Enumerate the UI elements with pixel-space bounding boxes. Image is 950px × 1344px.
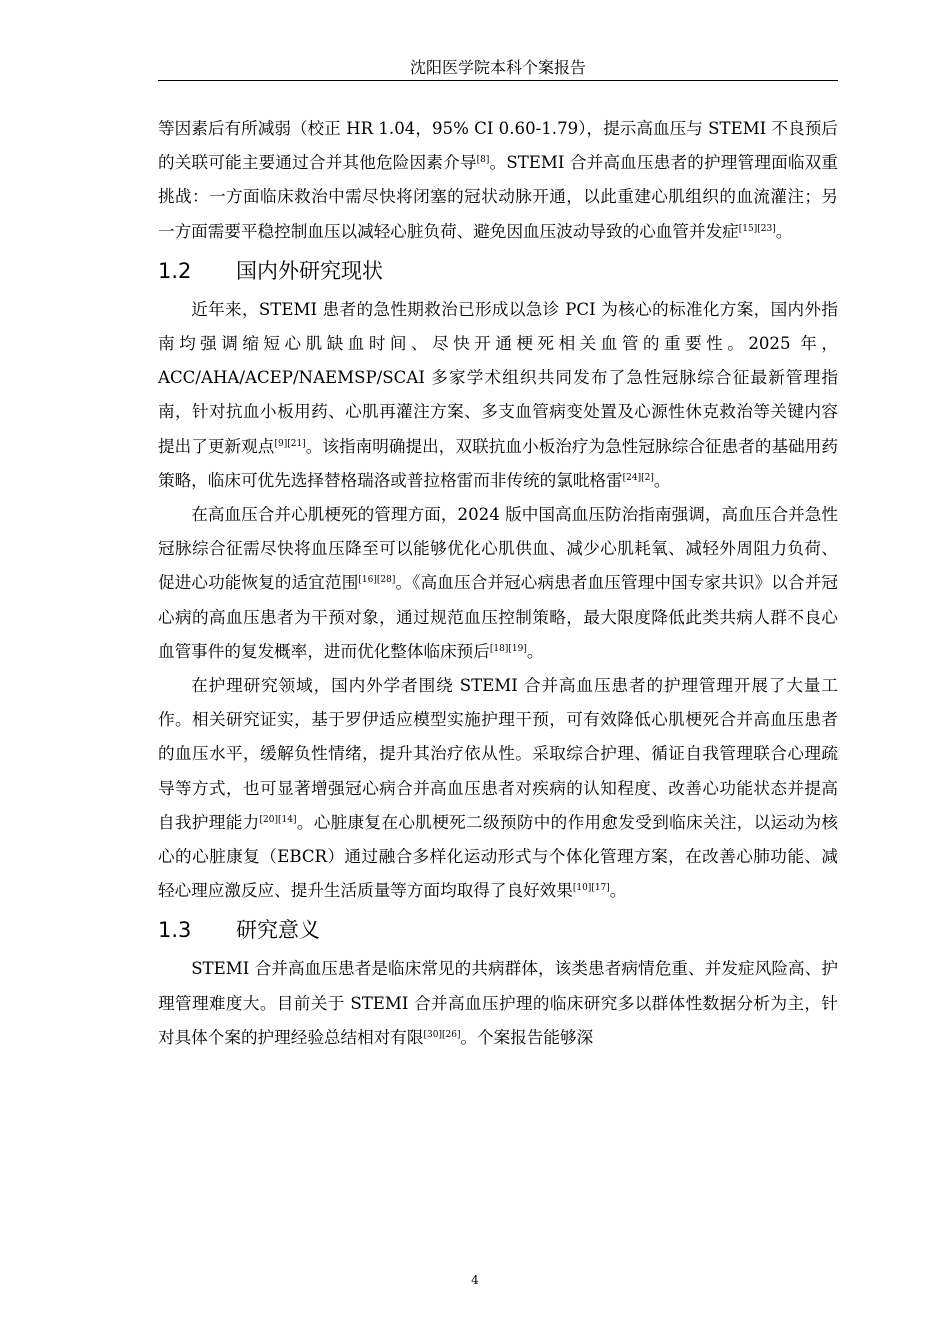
paragraph: 在护理研究领域，国内外学者围绕 STEMI 合并高血压患者的护理管理开展了大量工作。相关研究证实，基于罗伊适应模型实施护理干预，可有效降低心肌梗死合并高血压患者的血压水平，缓解负性情绪，提升其治疗依从性。采取综合护理、循证自我管理联合心理疏导等方式，也可显著增强冠心病合并高血压患者对疾病的认知程度、改善心功能状态并提高自我护理能力[20][14]。心脏康复在心肌梗死二级预防中的作用愈发受到临床关注，以运动为核心的心脏康复（EBCR）通过融合多样化运动形式与个体化管理方案，在改善心肺功能、减轻心理应激反应、提升生活质量等方面均取得了良好效果[10][17]。: [158, 676, 839, 901]
page-footer: [0, 1272, 950, 1288]
citation: [15][23]: [738, 223, 776, 234]
section-heading: [158, 913, 838, 947]
section-number: 1.2: [158, 258, 192, 283]
section-heading: [158, 254, 838, 288]
citation: [24][2]: [622, 472, 654, 483]
citation: [20][14]: [259, 814, 297, 825]
page-number: 4: [471, 1273, 479, 1287]
citation: [18][19]: [489, 643, 527, 654]
section-title: 研究意义: [236, 918, 320, 943]
citation: [8]: [476, 155, 490, 166]
section-title: 国内外研究现状: [236, 258, 383, 283]
paragraph: 近年来，STEMI 患者的急性期救治已形成以急诊 PCI 为核心的标准化方案，国内外指南均强调缩短心肌缺血时间、尽快开通梗死相关血管的重要性。2025 年，ACC/AHA/ACEP/NAEMSP/SCAI 多家学术组织共同发布了急性冠脉综合征最新管理指南，针对抗血小板用药、心肌再灌注方案、多支血管病变处置及心源性休克救治等关键内容提出了更新观点[9][21]。该指南明确提出，双联抗血小板治疗为急性冠脉综合征患者的基础用药策略，临床可优先选择替格瑞洛或普拉格雷而非传统的氯吡格雷[24][2]。: [158, 299, 839, 490]
citation: [16][28]: [358, 575, 396, 586]
document-body: [158, 112, 838, 1055]
citation: [30][26]: [423, 1029, 461, 1040]
citation: [10][17]: [572, 883, 610, 894]
citation: [9][21]: [274, 438, 306, 449]
header-title: 沈阳医学院本科个案报告: [409, 58, 586, 77]
paragraph: STEMI 合并高血压患者是临床常见的共病群体，该类患者病情危重、并发症风险高、护理管理难度大。目前关于 STEMI 合并高血压护理的临床研究多以群体性数据分析为主，针对具体个案的护理经验总结相对有限[30][26]。个案报告能够深: [158, 959, 838, 1047]
paragraph: 在高血压合并心肌梗死的管理方面，2024 版中国高血压防治指南强调，高血压合并急性冠脉综合征需尽快将血压降至可以能够优化心肌供血、减少心肌耗氧、减轻外周阻力负荷、促进心功能恢复的适宜范围[16][28]。《高血压合并冠心病患者血压管理中国专家共识》以合并冠心病的高血压患者为干预对象，通过规范血压控制策略，最大限度降低此类共病人群不良心血管事件的复发概率，进而优化整体临床预后[18][19]。: [158, 505, 839, 661]
section-number: 1.3: [158, 918, 192, 943]
page-header: [158, 56, 838, 81]
paragraph: 等因素后有所减弱（校正 HR 1.04，95% CI 0.60-1.79），提示高血压与 STEMI 不良预后的关联可能主要通过合并其他危险因素介导[8]。STEMI 合并高血压患者的护理管理面临双重挑战：一方面临床救治中需尽快将闭塞的冠状动脉开通，以此重建心肌组织的血流灌注；另一方面需要平稳控制血压以减轻心脏负荷、避免因血压波动导致的心血管并发症[15][23]。: [158, 119, 838, 241]
